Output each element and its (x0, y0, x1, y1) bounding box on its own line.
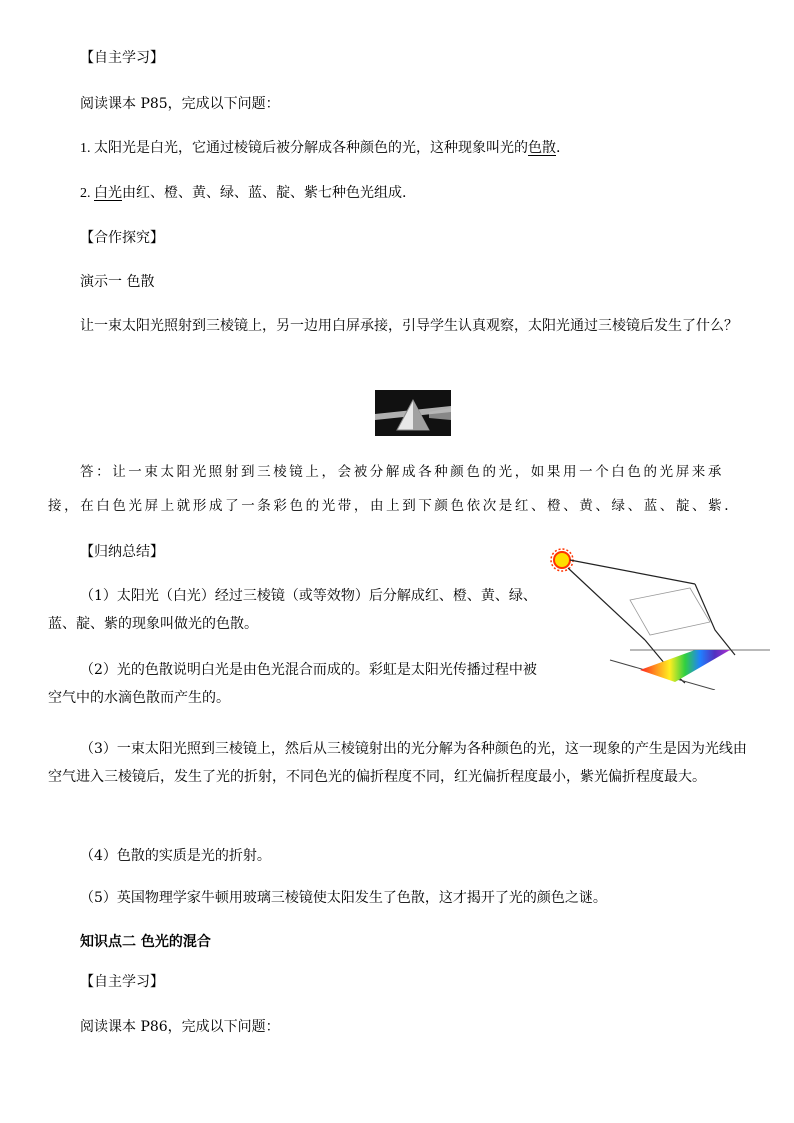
prism-outline (630, 588, 710, 635)
summary-point-3-text: （3）一束太阳光照到三棱镜上，然后从三棱镜射出的光分解为各种颜色的光，这一现象的产生是因为光线由空气进入三棱镜后，发生了光的折射，不同色光的偏折程度不同，红光偏折程度最小，紫光偏折程度最大。 (48, 741, 747, 785)
prism-dispersion-photo (375, 390, 451, 436)
knowledge-point-2-title: 知识点二 色光的混合 (80, 934, 211, 950)
refracted-ray-top (695, 584, 735, 655)
demo-title: 演示一 色散 (80, 274, 155, 290)
summary-point-1-text: （1）太阳光（白光）经过三棱镜（或等效物）后分解成红、橙、黄、绿、蓝、靛、紫的现象叫做光的色散。 (48, 588, 537, 632)
prism-dispersion-diagram (540, 540, 770, 690)
summary-point-5: （5）英国物理学家牛顿用玻璃三棱镜使太阳发生了色散，这才揭开了光的颜色之谜。 (80, 890, 607, 906)
question-1-number: 1. (80, 141, 94, 156)
question-1-answer: 色散 (528, 140, 556, 156)
demo-answer-text: 答：让一束太阳光照射到三棱镜上，会被分解成各种颜色的光，如果用一个白色的光屏来承接，在白色光屏上就形成了一条彩色的光带，由上到下颜色依次是红、橙、黄、绿、蓝、靛、紫. (48, 464, 732, 514)
summary-point-2 (48, 656, 538, 712)
incident-ray-top (570, 560, 695, 584)
summary-point-2-text: （2）光的色散说明白光是由色光混合而成的。彩虹是太阳光传播过程中被空气中的水滴色散而产生的。 (48, 662, 537, 706)
demo-text: 让一束太阳光照射到三棱镜上，另一边用白屏承接，引导学生认真观察，太阳光通过三棱镜后发生了什么？ (80, 318, 738, 334)
rainbow-band (640, 650, 730, 682)
self-study-heading: 【自主学习】 (80, 50, 164, 66)
incident-ray-bottom (568, 568, 645, 640)
question-2-text: 由红、橙、黄、绿、蓝、靛、紫七种色光组成. (122, 185, 407, 201)
reading-instruction-2: 阅读课本 P86，完成以下问题： (80, 1019, 280, 1035)
summary-point-4: （4）色散的实质是光的折射。 (80, 848, 271, 864)
self-study-heading-2: 【自主学习】 (80, 974, 164, 990)
question-2-answer: 白光 (94, 185, 122, 201)
summary-point-1 (48, 582, 538, 638)
sun-icon (551, 549, 573, 571)
cooperative-inquiry-heading: 【合作探究】 (80, 230, 164, 246)
question-1-end: . (556, 140, 561, 156)
question-2 (80, 183, 406, 204)
question-2-number: 2. (80, 186, 94, 201)
question-1 (80, 138, 560, 159)
demo-answer (48, 455, 748, 523)
summary-heading: 【归纳总结】 (80, 544, 164, 560)
reading-instruction: 阅读课本 P85，完成以下问题： (80, 96, 280, 112)
summary-point-3 (48, 735, 748, 791)
demo-paragraph (48, 312, 748, 340)
question-1-text: 太阳光是白光，它通过棱镜后被分解成各种颜色的光，这种现象叫光的 (94, 140, 528, 156)
